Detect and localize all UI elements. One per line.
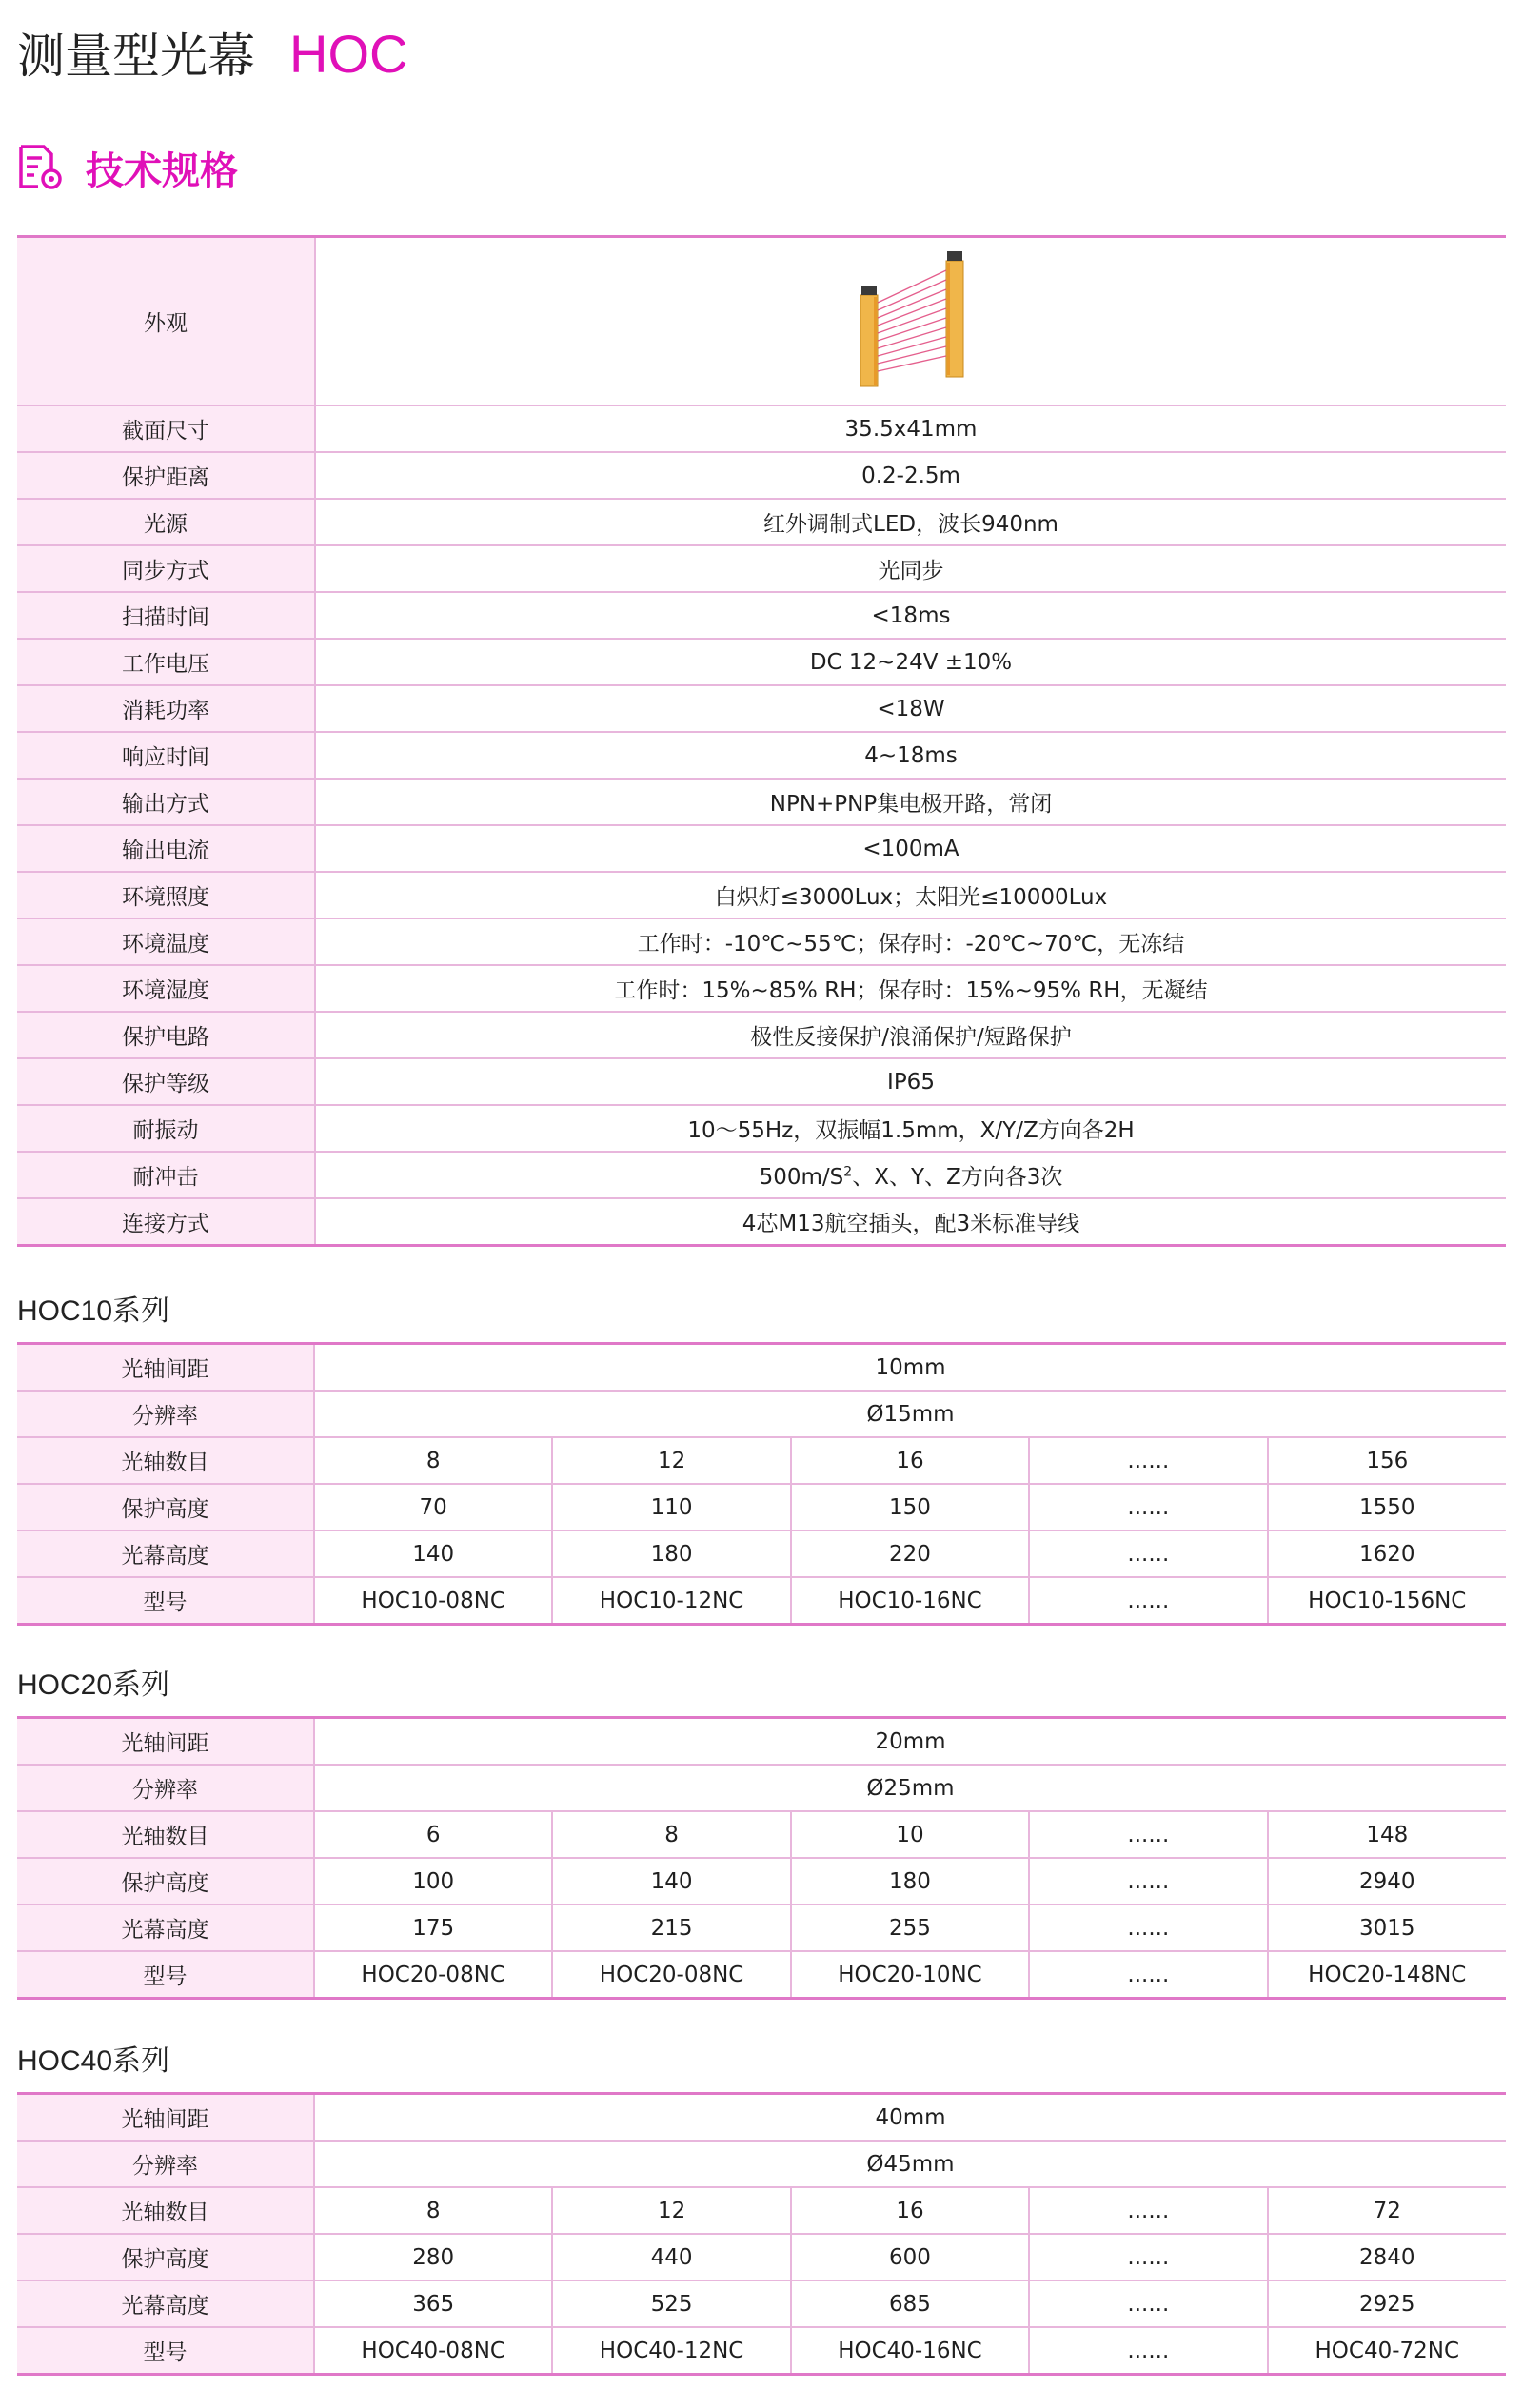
row-value: 0.2-2.5m <box>315 452 1506 499</box>
table-row <box>17 2327 1506 2375</box>
table-cell: 70 <box>314 1484 552 1530</box>
table-cell: 600 <box>791 2234 1029 2280</box>
row-value <box>315 1152 1506 1198</box>
table-row <box>17 405 1506 452</box>
table-cell: ...... <box>1029 1577 1267 1625</box>
table-cell: 525 <box>552 2280 790 2327</box>
table-cell: ...... <box>1029 2327 1267 2375</box>
table-cell: ...... <box>1029 1905 1267 1951</box>
row-label: 光轴数目 <box>17 1437 314 1484</box>
row-label: 分辨率 <box>17 1391 314 1437</box>
row-label: 光轴间距 <box>17 1718 314 1766</box>
table-row <box>17 1058 1506 1105</box>
table-cell: 6 <box>314 1811 552 1858</box>
table-row <box>17 918 1506 965</box>
row-label: 保护高度 <box>17 1484 314 1530</box>
table-row <box>17 1105 1506 1152</box>
table-row <box>17 2141 1506 2187</box>
row-label: 耐冲击 <box>17 1152 315 1198</box>
table-row <box>17 545 1506 592</box>
table-cell: 140 <box>552 1858 790 1905</box>
table-cell: 180 <box>791 1858 1029 1905</box>
row-value: <18W <box>315 685 1506 732</box>
row-label: 光幕高度 <box>17 2280 314 2327</box>
row-label: 输出方式 <box>17 779 315 825</box>
row-label: 截面尺寸 <box>17 405 315 452</box>
row-value: 10～55Hz，双振幅1.5mm，X/Y/Z方向各2H <box>315 1105 1506 1152</box>
table-row <box>17 452 1506 499</box>
row-label: 型号 <box>17 1577 314 1625</box>
series-table-hoc20 <box>17 1716 1506 2000</box>
row-label: 响应时间 <box>17 732 315 779</box>
row-value: 红外调制式LED，波长940nm <box>315 499 1506 545</box>
table-cell: 12 <box>552 1437 790 1484</box>
row-value: <100mA <box>315 825 1506 872</box>
row-label: 连接方式 <box>17 1198 315 1246</box>
table-cell: HOC40-08NC <box>314 2327 552 2375</box>
table-row <box>17 732 1506 779</box>
row-label: 分辨率 <box>17 2141 314 2187</box>
row-label: 型号 <box>17 1951 314 1999</box>
table-row <box>17 1765 1506 1811</box>
appearance-image <box>315 237 1506 406</box>
series-table-hoc40 <box>17 2092 1506 2376</box>
table-cell: 100 <box>314 1858 552 1905</box>
table-cell: 2840 <box>1268 2234 1506 2280</box>
table-row <box>17 1198 1506 1246</box>
table-cell: 180 <box>552 1530 790 1577</box>
row-label: 光源 <box>17 499 315 545</box>
table-cell: 175 <box>314 1905 552 1951</box>
row-value: 4~18ms <box>315 732 1506 779</box>
table-cell: HOC10-12NC <box>552 1577 790 1625</box>
table-cell: HOC10-156NC <box>1268 1577 1506 1625</box>
table-row <box>17 779 1506 825</box>
row-label: 光轴间距 <box>17 2094 314 2142</box>
series-table-hoc10 <box>17 1342 1506 1626</box>
row-label: 型号 <box>17 2327 314 2375</box>
row-value: 10mm <box>314 1344 1506 1392</box>
row-label: 保护高度 <box>17 1858 314 1905</box>
row-value: 35.5x41mm <box>315 405 1506 452</box>
table-cell: HOC20-10NC <box>791 1951 1029 1999</box>
page-title <box>17 21 407 89</box>
section-title: 技术规格 <box>86 148 238 193</box>
table-row <box>17 1012 1506 1058</box>
table-cell: 2940 <box>1268 1858 1506 1905</box>
row-label: 保护距离 <box>17 452 315 499</box>
section-header <box>15 139 238 196</box>
table-row <box>17 965 1506 1012</box>
spec-table <box>17 235 1506 1247</box>
row-label: 外观 <box>17 237 315 406</box>
table-row <box>17 1391 1506 1437</box>
row-value: 极性反接保护/浪涌保护/短路保护 <box>315 1012 1506 1058</box>
table-row <box>17 2187 1506 2234</box>
table-cell: 685 <box>791 2280 1029 2327</box>
table-cell: 3015 <box>1268 1905 1506 1951</box>
row-value: 4芯M13航空插头，配3米标准导线 <box>315 1198 1506 1246</box>
row-value: Ø15mm <box>314 1391 1506 1437</box>
table-cell: 156 <box>1268 1437 1506 1484</box>
table-row <box>17 825 1506 872</box>
table-cell: HOC10-16NC <box>791 1577 1029 1625</box>
table-cell: 8 <box>552 1811 790 1858</box>
table-cell: 10 <box>791 1811 1029 1858</box>
table-cell: 220 <box>791 1530 1029 1577</box>
table-cell: 255 <box>791 1905 1029 1951</box>
table-cell: ...... <box>1029 2280 1267 2327</box>
table-row <box>17 1858 1506 1905</box>
table-cell: 72 <box>1268 2187 1506 2234</box>
table-cell: HOC40-72NC <box>1268 2327 1506 2375</box>
table-cell: HOC20-08NC <box>552 1951 790 1999</box>
row-value: 40mm <box>314 2094 1506 2142</box>
row-value: 20mm <box>314 1718 1506 1766</box>
table-row <box>17 1811 1506 1858</box>
value-text: 、X、Y、Z方向各3次 <box>852 1165 1063 1190</box>
table-cell: 365 <box>314 2280 552 2327</box>
row-label: 消耗功率 <box>17 685 315 732</box>
model-name: HOC <box>289 24 408 84</box>
row-label: 保护等级 <box>17 1058 315 1105</box>
table-cell: ...... <box>1029 1951 1267 1999</box>
row-label: 保护电路 <box>17 1012 315 1058</box>
table-row <box>17 1577 1506 1625</box>
row-label: 工作电压 <box>17 639 315 685</box>
row-value: 光同步 <box>315 545 1506 592</box>
row-value: Ø25mm <box>314 1765 1506 1811</box>
table-row <box>17 2234 1506 2280</box>
page-title-text: 测量型光幕 <box>17 29 255 84</box>
row-label: 输出电流 <box>17 825 315 872</box>
table-cell: 8 <box>314 2187 552 2234</box>
row-label: 光轴间距 <box>17 1344 314 1392</box>
table-cell: 140 <box>314 1530 552 1577</box>
series-title-hoc40: HOC40系列 <box>17 2045 170 2077</box>
table-cell: HOC20-08NC <box>314 1951 552 1999</box>
row-value: 白炽灯≤3000Lux；太阳光≤10000Lux <box>315 872 1506 918</box>
row-label: 环境照度 <box>17 872 315 918</box>
value-superscript: 2 <box>843 1164 853 1180</box>
table-cell: ...... <box>1029 1484 1267 1530</box>
table-row <box>17 1905 1506 1951</box>
row-label: 光幕高度 <box>17 1530 314 1577</box>
series-title-hoc10: HOC10系列 <box>17 1295 170 1327</box>
row-value: 工作时：-10℃~55℃；保存时：-20℃~70℃，无冻结 <box>315 918 1506 965</box>
table-cell: 280 <box>314 2234 552 2280</box>
table-row <box>17 1437 1506 1484</box>
row-value: NPN+PNP集电极开路，常闭 <box>315 779 1506 825</box>
table-cell: 16 <box>791 2187 1029 2234</box>
table-cell: 1550 <box>1268 1484 1506 1530</box>
table-cell: 2925 <box>1268 2280 1506 2327</box>
table-row <box>17 685 1506 732</box>
table-row <box>17 2280 1506 2327</box>
table-row <box>17 499 1506 545</box>
row-label: 环境湿度 <box>17 965 315 1012</box>
table-cell: ...... <box>1029 1858 1267 1905</box>
row-value: <18ms <box>315 592 1506 639</box>
table-cell: ...... <box>1029 1530 1267 1577</box>
spec-document-gear-icon <box>15 143 65 192</box>
row-label: 同步方式 <box>17 545 315 592</box>
table-cell: HOC40-12NC <box>552 2327 790 2375</box>
table-row <box>17 1951 1506 1999</box>
table-row <box>17 1152 1506 1198</box>
row-value: Ø45mm <box>314 2141 1506 2187</box>
table-cell: ...... <box>1029 2187 1267 2234</box>
table-row <box>17 872 1506 918</box>
table-cell: HOC20-148NC <box>1268 1951 1506 1999</box>
table-row-appearance <box>17 237 1506 406</box>
table-cell: ...... <box>1029 1437 1267 1484</box>
table-row <box>17 1718 1506 1766</box>
series-title-hoc20: HOC20系列 <box>17 1669 170 1701</box>
row-label: 环境温度 <box>17 918 315 965</box>
table-cell: 8 <box>314 1437 552 1484</box>
row-label: 光轴数目 <box>17 2187 314 2234</box>
table-cell: ...... <box>1029 1811 1267 1858</box>
row-value: DC 12~24V ±10% <box>315 639 1506 685</box>
table-cell: HOC10-08NC <box>314 1577 552 1625</box>
table-cell: 16 <box>791 1437 1029 1484</box>
table-row <box>17 1344 1506 1392</box>
row-label: 耐振动 <box>17 1105 315 1152</box>
table-cell: 1620 <box>1268 1530 1506 1577</box>
value-text: 500m/S <box>759 1165 844 1190</box>
row-label: 光轴数目 <box>17 1811 314 1858</box>
table-cell: 215 <box>552 1905 790 1951</box>
table-row <box>17 592 1506 639</box>
table-cell: 150 <box>791 1484 1029 1530</box>
row-label: 光幕高度 <box>17 1905 314 1951</box>
row-label: 保护高度 <box>17 2234 314 2280</box>
table-row <box>17 639 1506 685</box>
table-row <box>17 2094 1506 2142</box>
table-cell: HOC40-16NC <box>791 2327 1029 2375</box>
row-value: IP65 <box>315 1058 1506 1105</box>
table-row <box>17 1530 1506 1577</box>
table-cell: 110 <box>552 1484 790 1530</box>
row-value: 工作时：15%~85% RH；保存时：15%~95% RH，无凝结 <box>315 965 1506 1012</box>
light-curtain-product-icon <box>840 247 982 390</box>
table-cell: 440 <box>552 2234 790 2280</box>
table-cell: 148 <box>1268 1811 1506 1858</box>
table-cell: 12 <box>552 2187 790 2234</box>
table-row <box>17 1484 1506 1530</box>
row-label: 分辨率 <box>17 1765 314 1811</box>
table-cell: ...... <box>1029 2234 1267 2280</box>
row-label: 扫描时间 <box>17 592 315 639</box>
